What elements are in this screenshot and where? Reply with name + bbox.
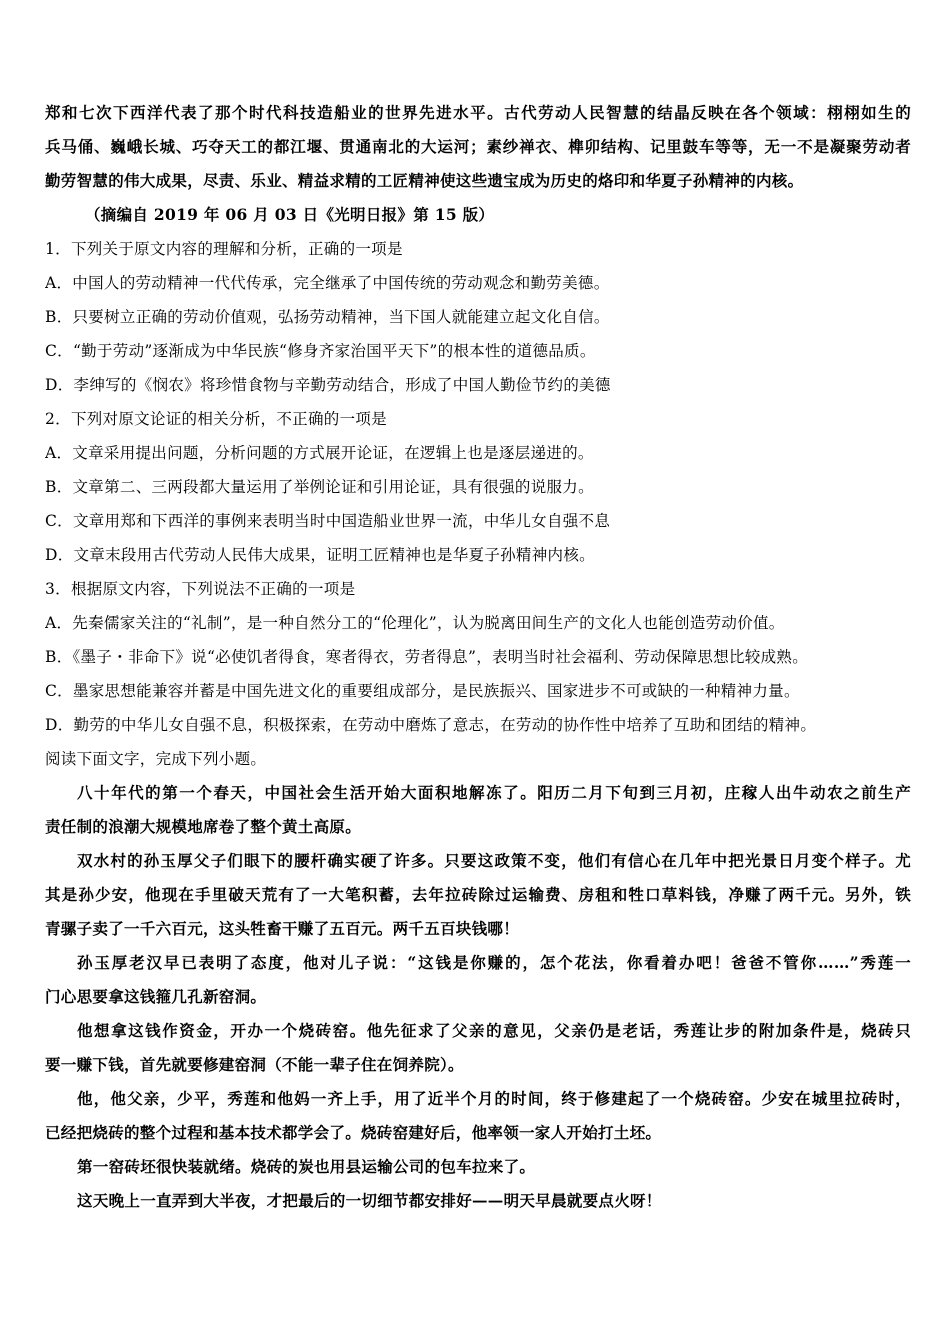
text-line: 郑和七次下西洋代表了那个时代科技造船业的世界先进水平。古代劳动人民智慧的结晶反映在各个领域：栩栩如生的 (45, 103, 911, 122)
story-paragraph (45, 946, 911, 1014)
story-paragraph (45, 1184, 911, 1218)
story-paragraph (45, 1014, 911, 1082)
option-c: C．墨家思想能兼容并蓄是中国先进文化的重要组成部分，是民族振兴、国家进步不可或缺的一种精神力量。 (45, 682, 800, 700)
text-line: 责任制的浪潮大规模地席卷了整个黄土高原。 (45, 817, 362, 836)
document-page (45, 96, 911, 1218)
text-line: 兵马俑、巍峨长城、巧夺天工的都江堰、贯通南北的大运河；素纱禅衣、榫卯结构、记里鼓车等等，无一不是凝聚劳动者 (45, 137, 911, 156)
text-line: 青骡子卖了一千六百元，这头牲畜干赚了五百元。两千五百块钱哪！ (45, 919, 520, 938)
text-line: 要一赚下钱，首先就要修建窑洞（不能一辈子住在饲养院）。 (45, 1055, 464, 1074)
option-b: B．《墨子・非命下》说“必使饥者得食，寒者得衣，劳者得息”，表明当时社会福利、劳动保障思想比较成熟。 (45, 648, 808, 666)
option-b: B．文章第二、三两段都大量运用了举例论证和引用论证，具有很强的说服力。 (45, 478, 594, 496)
story-paragraph (45, 776, 911, 844)
text-line: 双水村的孙玉厚父子们眼下的腰杆确实硬了许多。只要这政策不变，他们有信心在几年中把光景日月变个样子。尤 (77, 851, 911, 870)
text-line: 孙玉厚老汉早已表明了态度，他对儿子说：“这钱是你赚的，怎个花法，你看着办吧！爸爸不管你……”秀莲一 (77, 953, 911, 972)
question-3 (45, 572, 911, 742)
text-line: 其是孙少安，他现在手里破天荒有了一大笔积蓄，去年拉砖除过运输费、房租和牲口草料钱，净赚了两千元。另外，铁 (45, 885, 911, 904)
option-c: C．“勤于劳动”逐渐成为中华民族“修身齐家治国平天下”的根本性的道德品质。 (45, 342, 596, 360)
option-d: D．勤劳的中华儿女自强不息，积极探索，在劳动中磨炼了意志，在劳动的协作性中培养了互助和团结的精神。 (45, 716, 817, 734)
story-paragraph (45, 1082, 911, 1150)
question-stem: 3．根据原文内容，下列说法不正确的一项是 (45, 580, 356, 598)
story-paragraph (45, 1150, 911, 1184)
question-stem: 1．下列关于原文内容的理解和分析，正确的一项是 (45, 240, 403, 258)
option-a: A．文章采用提出问题，分析问题的方式展开论证，在逻辑上也是逐层递进的。 (45, 444, 594, 462)
text-line: 已经把烧砖的整个过程和基本技术都学会了。烧砖窑建好后，他率领一家人开始打土坯。 (45, 1123, 662, 1142)
text-line: 门心思要拿这钱箍几孔新窑洞。 (45, 987, 267, 1006)
text-line: 他想拿这钱作资金，开办一个烧砖窑。他先征求了父亲的意见，父亲仍是老话，秀莲让步的附加条件是，烧砖只 (77, 1021, 911, 1040)
story-paragraph (45, 844, 911, 946)
passage-paragraph (45, 96, 911, 198)
reading-instruction: 阅读下面文字，完成下列小题。 (45, 750, 267, 768)
text-line: 八十年代的第一个春天，中国社会生活开始大面积地解冻了。阳历二月下旬到三月初，庄稼人出牛动农之前生产 (77, 783, 911, 802)
question-1 (45, 232, 911, 402)
option-d: D．文章末段用古代劳动人民伟大成果，证明工匠精神也是华夏子孙精神内核。 (45, 546, 595, 564)
option-d: D．李绅写的《悯农》将珍惜食物与辛勤劳动结合，形成了中国人勤俭节约的美德 (45, 376, 611, 394)
source-citation: （摘编自 2019 年 06 月 03 日《光明日报》第 15 版） (85, 205, 495, 224)
text-line: 第一窑砖坯很快装就绪。烧砖的炭也用县运输公司的包车拉来了。 (77, 1157, 536, 1176)
option-b: B．只要树立正确的劳动价值观，弘扬劳动精神，当下国人就能建立起文化自信。 (45, 308, 610, 326)
option-a: A．先秦儒家关注的“礼制”，是一种自然分工的“伦理化”，认为脱离田间生产的文化人也能创造劳动价值。 (45, 614, 785, 632)
question-2 (45, 402, 911, 572)
option-a: A．中国人的劳动精神一代代传承，完全继承了中国传统的劳动观念和勤劳美德。 (45, 274, 610, 292)
text-line: 他，他父亲，少平，秀莲和他妈一齐上手，用了近半个月的时间，终于修建起了一个烧砖窑。少安在城里拉砖时， (77, 1089, 911, 1108)
question-stem: 2．下列对原文论证的相关分析，不正确的一项是 (45, 410, 387, 428)
option-c: C．文章用郑和下西洋的事例来表明当时中国造船业世界一流，中华儿女自强不息 (45, 512, 611, 530)
text-line: 这天晚上一直弄到大半夜，才把最后的一切细节都安排好——明天早晨就要点火呀！ (77, 1191, 662, 1210)
text-line: 勤劳智慧的伟大成果，尽责、乐业、精益求精的工匠精神使这些遗宝成为历史的烙印和华夏子孙精神的内核。 (45, 171, 804, 190)
